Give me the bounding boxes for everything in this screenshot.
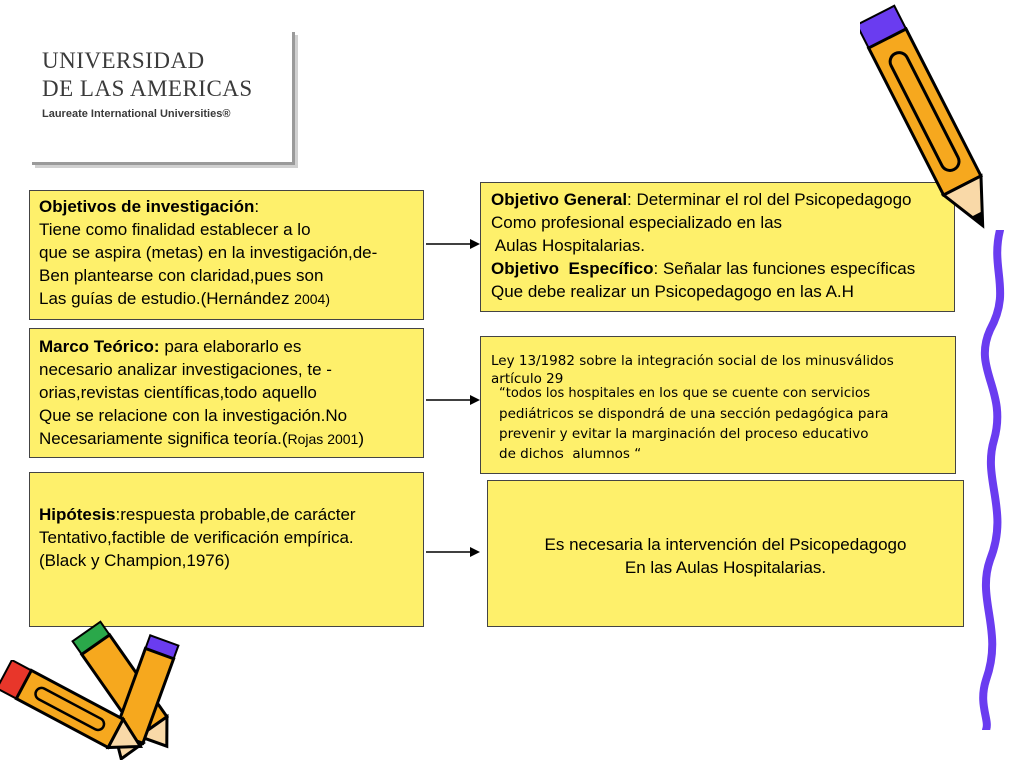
objetivo-general-line: Como profesional especializado en las bbox=[491, 213, 783, 232]
marco-teorico-last-line: Necesariamente significa teoría.( bbox=[39, 429, 288, 448]
hipotesis-line: (Black y Champion,1976) bbox=[39, 551, 230, 570]
ley-title: Ley 13/1982 sobre la integración social de los minusválidos bbox=[491, 353, 894, 369]
arrow-icon bbox=[426, 392, 482, 408]
objetivos-box bbox=[29, 190, 424, 320]
marco-teorico-citation: Rojas 2001 bbox=[287, 431, 359, 447]
ley-article: artículo 29 bbox=[491, 371, 564, 387]
conclusion-box bbox=[487, 480, 964, 627]
objetivos-line: que se aspira (metas) en la investigación,de- bbox=[39, 243, 378, 262]
marco-teorico-label: Marco Teórico: bbox=[39, 337, 160, 356]
objetivo-especifico-label: Objetivo Específico bbox=[491, 259, 654, 278]
objetivos-last-line: Las guías de estudio.(Hernández bbox=[39, 289, 295, 308]
conclusion-line: En las Aulas Hospitalarias. bbox=[624, 558, 827, 577]
ley-quote-line: prevenir y evitar la marginación del proceso educativo bbox=[499, 426, 869, 442]
squiggle-line-icon bbox=[960, 230, 1024, 730]
objetivo-general-text: : Determinar el rol del Psicopedagogo bbox=[627, 190, 912, 209]
ley-box bbox=[480, 336, 956, 474]
ley-quote-line: pediátricos se dispondrá de una sección pedagógica para bbox=[499, 406, 889, 422]
objetivo-especifico-line: Que debe realizar un Psicopedagogo en las A.H bbox=[491, 282, 854, 301]
university-logo bbox=[32, 32, 295, 165]
pencil-icon bbox=[0, 660, 150, 768]
objetivo-general-label: Objetivo General bbox=[491, 190, 628, 209]
ley-quote-rest: los que se cuente con servicios bbox=[659, 385, 871, 401]
marco-teorico-text: para elaborarlo es bbox=[159, 337, 302, 356]
objetivos-colon: : bbox=[254, 197, 260, 216]
marco-teorico-box bbox=[29, 328, 424, 458]
logo-line-1: UNIVERSIDAD bbox=[42, 48, 205, 73]
pencil-icon bbox=[860, 0, 1000, 245]
objetivo-general-line: Aulas Hospitalarias. bbox=[491, 236, 646, 255]
arrow-icon bbox=[426, 236, 482, 252]
marco-teorico-close: ) bbox=[358, 429, 365, 448]
marco-teorico-line: orias,revistas científicas,todo aquello bbox=[39, 383, 317, 402]
marco-teorico-line: necesario analizar investigaciones, te - bbox=[39, 360, 332, 379]
hipotesis-text: :respuesta probable,de carácter bbox=[115, 505, 356, 524]
logo-line-3: Laureate International Universities® bbox=[42, 108, 231, 120]
objetivos-year: 2004) bbox=[294, 291, 330, 307]
ley-quote-open: “todos los hospitales en bbox=[499, 386, 660, 401]
ley-quote-line: de dichos alumnos “ bbox=[499, 446, 642, 462]
conclusion-line: Es necesaria la intervención del Psicopedagogo bbox=[544, 535, 907, 554]
logo-line-2: DE LAS AMERICAS bbox=[42, 76, 253, 101]
hipotesis-line: Tentativo,factible de verificación empírica. bbox=[39, 528, 354, 547]
objetivos-line: Tiene como finalidad establecer a lo bbox=[39, 220, 311, 239]
marco-teorico-line: Que se relacione con la investigación.No bbox=[39, 406, 348, 425]
objetivos-heading: Objetivos de investigación bbox=[39, 197, 255, 216]
hipotesis-box bbox=[29, 472, 424, 627]
objetivo-especifico-text: : Señalar las funciones específicas bbox=[653, 259, 916, 278]
arrow-icon bbox=[426, 544, 482, 560]
objetivos-line: Ben plantearse con claridad,pues son bbox=[39, 266, 324, 285]
hipotesis-label: Hipótesis bbox=[39, 505, 116, 524]
